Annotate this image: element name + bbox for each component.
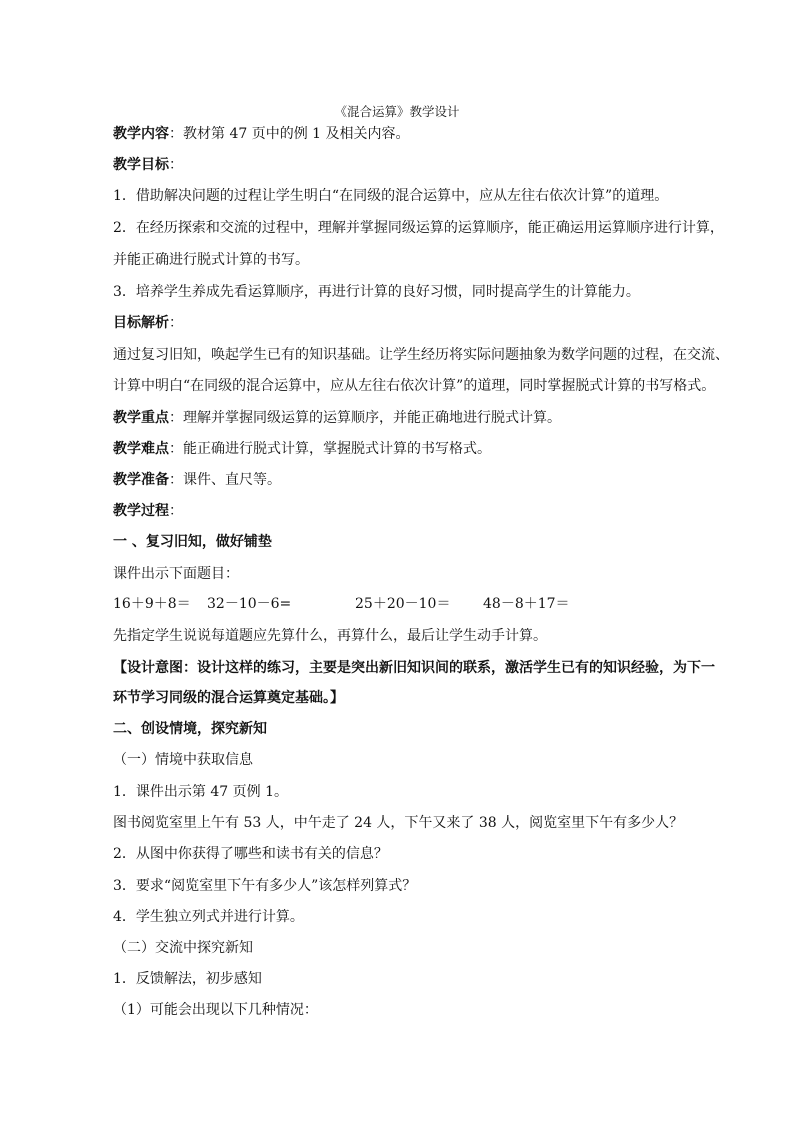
analysis-heading-line (113, 314, 713, 332)
document-title: 《混合运算》教学设计 (334, 104, 460, 119)
goal-item-3: 3．培养学生养成先看运算顺序，再进行计算的良好习惯，同时提高学生的计算能力。 (113, 284, 640, 300)
analysis-heading: 目标解析 (113, 315, 169, 331)
key-point-text: ：理解并掌握同级运算的运算顺序，并能正确地进行脱式计算。 (169, 410, 561, 426)
preparation-line (113, 471, 713, 489)
section-2-sub-2-sub: （1）可能会出现以下几种情况： (113, 1002, 318, 1018)
goal-item-2-cont: 并能正确进行脱式计算的书写。 (113, 252, 309, 268)
difficulty-label: 教学难点 (113, 441, 169, 457)
difficulty-text: ：能正确进行脱式计算，掌握脱式计算的书写格式。 (169, 441, 491, 457)
process-heading: 教学过程 (113, 503, 169, 519)
section-2-item-3: 3．要求“阅览室里下午有多少人”该怎样列算式？ (113, 878, 417, 894)
preparation-label: 教学准备 (113, 472, 169, 488)
goals-heading-colon: ： (169, 157, 183, 173)
section-2-item-2: 2．从图中你获得了哪些和读书有关的信息？ (113, 846, 388, 862)
key-point-label: 教学重点 (113, 410, 169, 426)
section-2-sub-2: （二）交流中探究新知 (113, 940, 253, 956)
teaching-content-text: ：教材第 47 页中的例 1 及相关内容。 (169, 126, 410, 142)
goals-heading: 教学目标 (113, 157, 169, 173)
section-2-heading: 二、创设情境，探究新知 (113, 721, 267, 737)
analysis-line-2: 计算中明白“在同级的混合运算中，应从左往右依次计算”的道理，同时掌握脱式计算的书写格式。 (113, 378, 716, 394)
key-point-line (113, 409, 713, 427)
design-intent-line-1: 【设计意图：设计这样的练习，主要是突出新旧知识间的联系，激活学生已有的知识经验，为下一 (113, 660, 715, 676)
process-heading-colon: ： (169, 503, 183, 519)
equation-2: 32－10－6= (207, 596, 292, 612)
analysis-heading-colon: ： (169, 315, 183, 331)
goal-item-1: 1．借助解决问题的过程让学生明白“在同级的混合运算中，应从左往右依次计算”的道理。 (113, 188, 669, 204)
preparation-text: ：课件、直尺等。 (169, 472, 281, 488)
section-2-problem: 图书阅览室里上午有 53 人，中午走了 24 人，下午又来了 38 人，阅览室里下午有多少人？ (113, 815, 684, 831)
section-2-sub-2-item: 1．反馈解法，初步感知 (113, 971, 262, 987)
section-2-item-4: 4．学生独立列式并进行计算。 (113, 909, 304, 925)
section-1-intro: 课件出示下面题目： (113, 566, 239, 582)
equation-3: 25＋20－10＝ (355, 596, 451, 612)
section-2-item-1: 1．课件出示第 47 页例 1。 (113, 784, 288, 800)
teaching-content-label: 教学内容 (113, 126, 169, 142)
section-1-after: 先指定学生说说每道题应先算什么，再算什么，最后让学生动手计算。 (113, 628, 547, 644)
section-1-heading: 一 、复习旧知，做好铺垫 (113, 534, 272, 550)
process-heading-line (113, 502, 713, 520)
goal-item-2: 2．在经历探索和交流的过程中，理解并掌握同级运算的运算顺序，能正确运用运算顺序进行计算， (113, 220, 724, 236)
design-intent-line-2: 环节学习同级的混合运算奠定基础。】 (113, 690, 344, 706)
analysis-line-1: 通过复习旧知，唤起学生已有的知识基础。让学生经历将实际问题抽象为数学问题的过程，在交流、 (113, 347, 729, 363)
teaching-content-line (113, 125, 713, 143)
difficulty-line (113, 440, 713, 458)
section-2-sub-1: （一）情境中获取信息 (113, 752, 253, 768)
equation-1: 16＋9＋8＝ (113, 596, 191, 612)
goals-heading-line (113, 156, 713, 174)
equation-4: 48－8＋17＝ (483, 596, 570, 612)
